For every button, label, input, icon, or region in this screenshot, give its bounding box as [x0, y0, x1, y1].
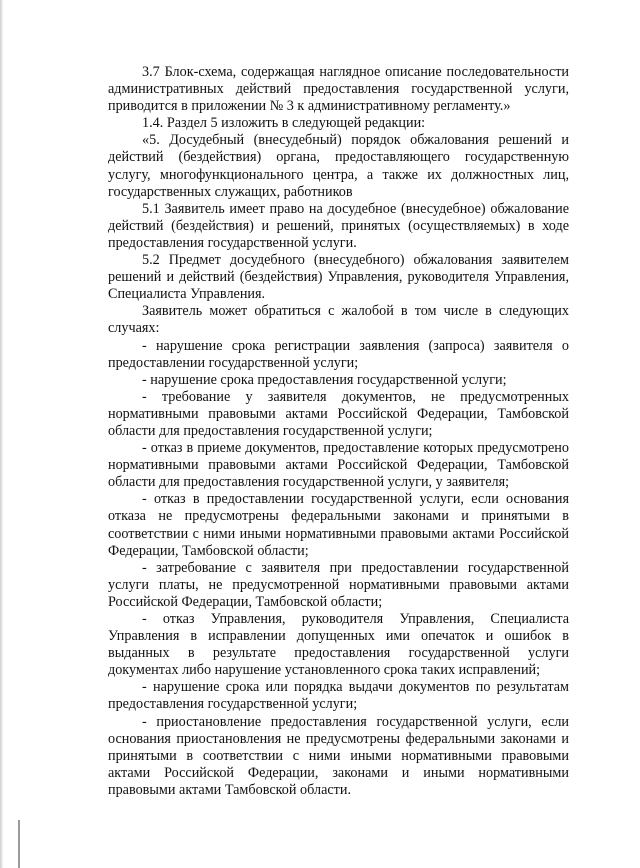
- document-body: [108, 64, 569, 799]
- paragraph-5-1: 5.1 Заявитель имеет право на досудебное (внесудебное) обжалование действий (бездействия) и решений, принятых (осуществляемых) в ходе предоставления государственной услуги.: [108, 200, 569, 251]
- list-item: - отказ в приеме документов, предоставление которых предусмотрено нормативными правовыми актами Российской Федерации, Тамбовской области для предоставления государственной услуги, у заявителя;: [108, 440, 569, 491]
- list-item: - требование у заявителя документов, не предусмотренных нормативными правовыми актами Российской Федерации, Тамбовской области для предоставления государственной услуги;: [108, 388, 569, 439]
- list-item: - отказ Управления, руководителя Управления, Специалиста Управления в исправлении допущенных ими опечаток и ошибок в выданных в результате предоставления государственной услуги документах либо нарушение установленного срока таких исправлений;: [108, 611, 569, 679]
- list-item: - приостановление предоставления государственной услуги, если основания приостановления не предусмотрены федеральными законами и принятыми в соответствии с ними иными нормативными правовыми актами Российской Федерации, законами и иными нормативными правовыми актами Тамбовской области.: [108, 713, 569, 798]
- list-item: - нарушение срока предоставления государственной услуги;: [142, 371, 507, 388]
- paragraph-5-2: 5.2 Предмет досудебного (внесудебного) обжалования заявителем решений и действий (бездействия) Управления, руководителя Управления, Специалиста Управления.: [108, 252, 569, 303]
- paragraph-3-7: 3.7 Блок-схема, содержащая наглядное описание последовательности административных действий предоставления государственной услуги, приводится в приложении № 3 к административному регламенту.»: [108, 64, 569, 115]
- section-5-heading: «5. Досудебный (внесудебный) порядок обжалования решений и действий (бездействия) органа, предоставляющего государственную услугу, многофункционального центра, а также их должностных лиц, государственных служащих, работников: [108, 132, 569, 200]
- complaint-cases-intro: Заявитель может обратиться с жалобой в том числе в следующих случаях:: [108, 303, 569, 337]
- list-item: - отказ в предоставлении государственной услуги, если основания отказа не предусмотрены федеральными законами и принятыми в соответствии с ними иными нормативными правовыми актами Российской Федерации, Тамбовской области;: [108, 491, 569, 559]
- scan-edge-shadow: [0, 0, 3, 868]
- paragraph-1-4: 1.4. Раздел 5 изложить в следующей редакции:: [142, 115, 426, 132]
- list-item: - нарушение срока регистрации заявления (запроса) заявителя о предоставлении государственной услуги;: [108, 337, 569, 371]
- scan-margin-mark: [18, 820, 20, 868]
- list-item: - нарушение срока или порядка выдачи документов по результатам предоставления государственной услуги;: [108, 679, 569, 713]
- list-item: - затребование с заявителя при предоставлении государственной услуги платы, не предусмотренной нормативными правовыми актами Российской Федерации, Тамбовской области;: [108, 559, 569, 610]
